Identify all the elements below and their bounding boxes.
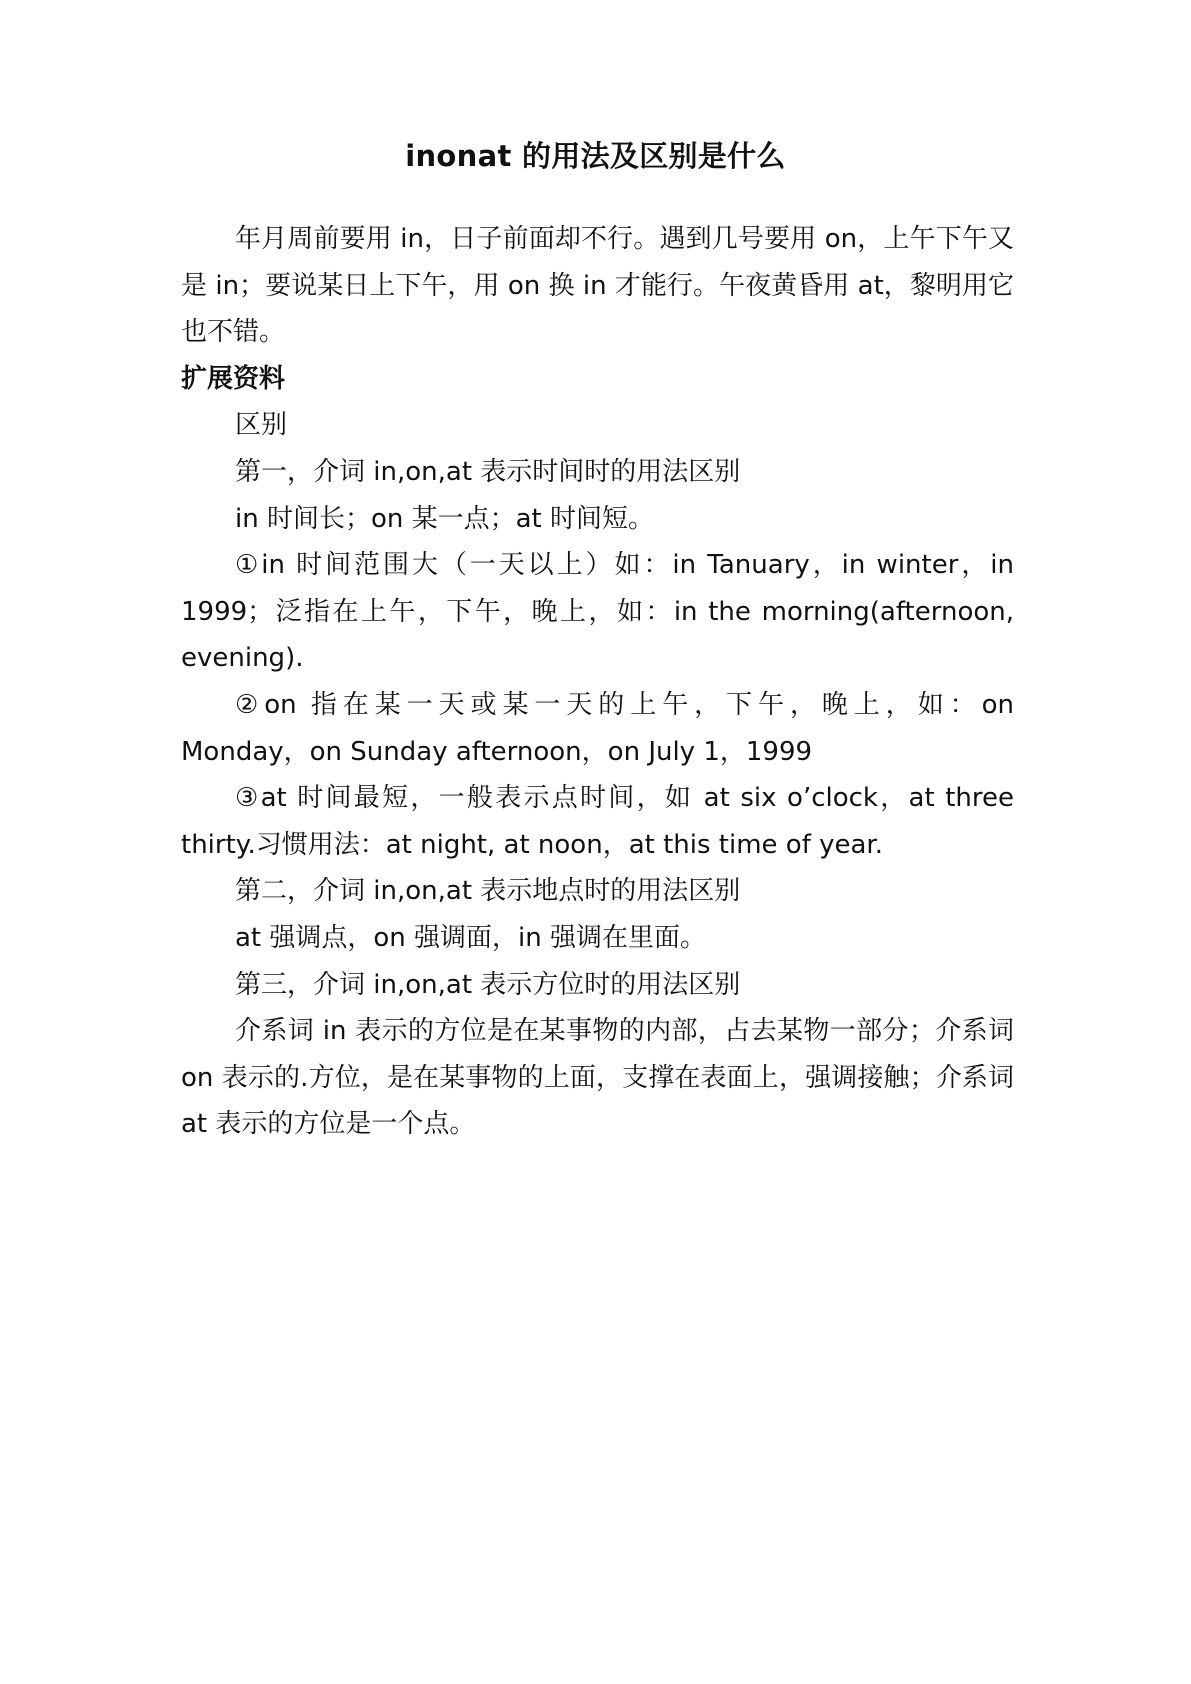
place-summary: at 强调点，on 强调面，in 强调在里面。 <box>235 922 707 953</box>
direction-paragraph: 介系词 in 表示的方位是在某事物的内部，占去某物一部分；介系词 on 表示的.方位，是在某事物的上面，支撑在表面上，强调接触；介系词 at 表示的方位是一个点。 <box>181 1016 1014 1140</box>
document-body <box>181 216 1014 1148</box>
subheading-difference: 区别 <box>235 410 288 441</box>
point-one-heading: 第一，介词 in,on,at 表示时间时的用法区别 <box>235 456 741 487</box>
point-three-heading: 第三，介词 in,on,at 表示方位时的用法区别 <box>235 969 741 1000</box>
time-at-paragraph: ③at 时间最短，一般表示点时间，如 at six o’clock，at three thirty.习惯用法：at night, at noon，at this time of year. <box>181 783 1014 860</box>
time-in-paragraph: ①in 时间范围大（一天以上）如：in Tanuary，in winter，in 1999；泛指在上午，下午，晚上，如：in the morning(afternoon, evening). <box>181 550 1014 674</box>
point-two-heading: 第二，介词 in,on,at 表示地点时的用法区别 <box>235 876 741 907</box>
document-title: inonat 的用法及区别是什么 <box>405 139 786 173</box>
section-heading-extended: 扩展资料 <box>181 363 286 394</box>
mnemonic-paragraph: 年月周前要用 in，日子前面却不行。遇到几号要用 on，上午下午又是 in；要说某日上下午，用 on 换 in 才能行。午夜黄昏用 at，黎明用它也不错。 <box>181 224 1014 348</box>
time-summary: in 时间长；on 某一点；at 时间短。 <box>235 503 655 534</box>
time-on-paragraph: ②on 指在某一天或某一天的上午，下午，晚上，如：on Monday，on Sunday afternoon，on July 1，1999 <box>181 689 1014 767</box>
